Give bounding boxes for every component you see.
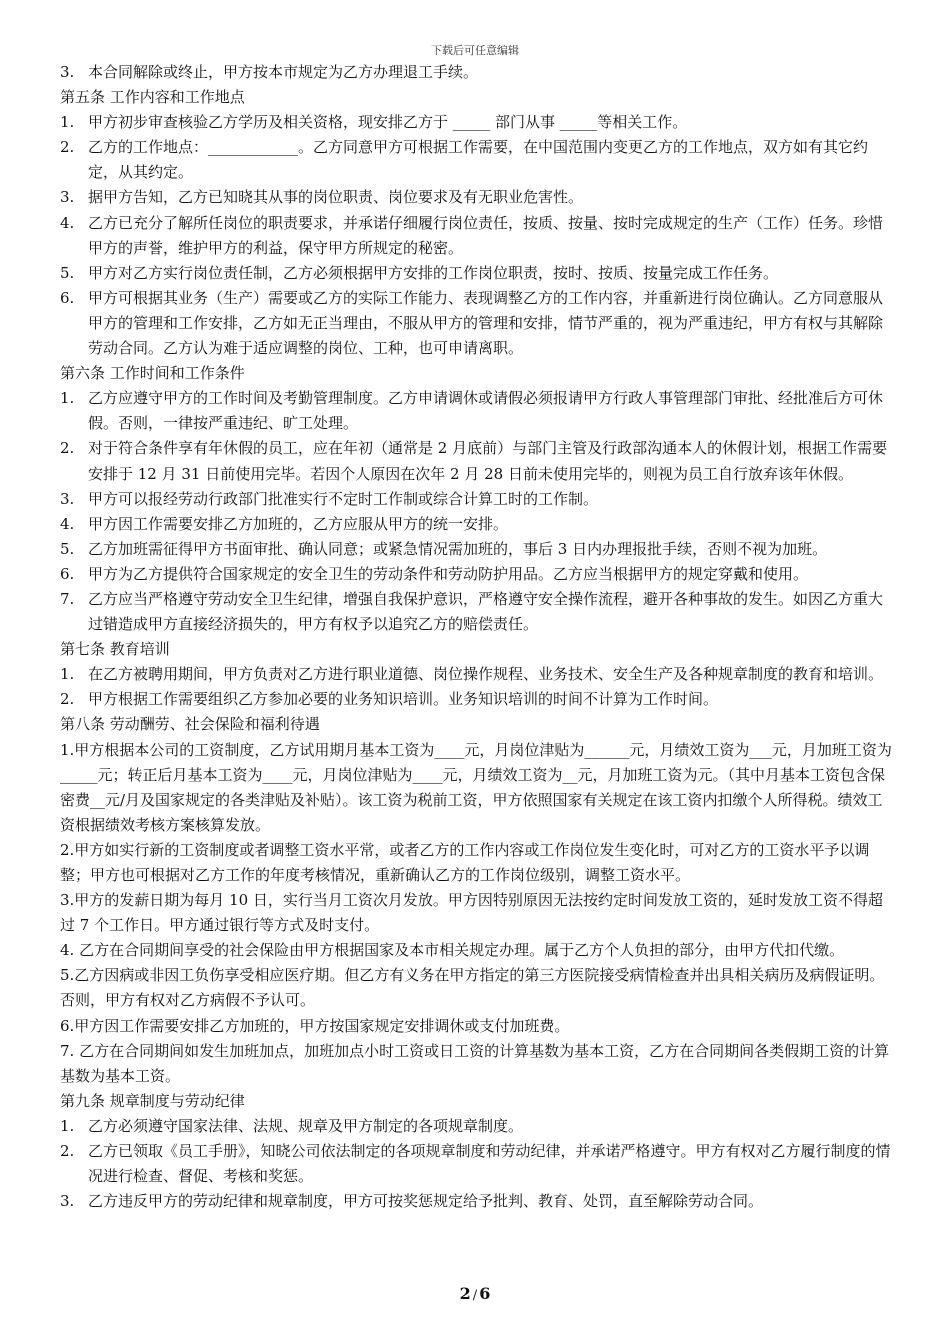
paragraph: 3.甲方的发薪日期为每月 10 日，实行当月工资次月发放。甲方因特别原因无法按约定时间发放工资的，延时发放工资不得超过 7 个工作日。甲方通过银行等方式及时支付。 bbox=[60, 891, 883, 935]
current-page: 2 bbox=[459, 1284, 471, 1303]
list-item-text: 甲方对乙方实行岗位责任制，乙方必须根据甲方安排的工作岗位职责，按时、按质、按量完成工作任务。 bbox=[88, 263, 779, 282]
list-item-text: 在乙方被聘用期间，甲方负责对乙方进行职业道德、岗位操作规程、业务技术、安全生产及各种规章制度的教育和培训。 bbox=[88, 665, 884, 684]
list-item bbox=[60, 286, 892, 361]
list-item-text: 乙方必须遵守国家法律、法规、规章及甲方制定的各项规章制度。 bbox=[88, 1116, 524, 1135]
list-item bbox=[60, 1189, 892, 1214]
list-item-text: 据甲方告知，乙方已知晓其从事的岗位职责、岗位要求及有无职业危害性。 bbox=[88, 188, 584, 207]
section-heading: 第八条 劳动酬劳、社会保险和福利待遇 bbox=[60, 715, 320, 734]
list-item-number: 2. bbox=[60, 690, 75, 709]
list-item bbox=[60, 135, 892, 185]
list-item bbox=[60, 487, 892, 512]
list-item bbox=[60, 60, 892, 85]
list-item bbox=[60, 386, 892, 436]
list-item-text: 对于符合条件享有年休假的员工，应在年初（通常是 2 月底前）与部门主管及行政部沟通本人的休假计划，根据工作需要安排于 12 月 31 日前使用完毕。若因个人原因在次年 2 月 28 日前未使用完毕的，则视为员工自行放弃该年休假。 bbox=[88, 439, 888, 483]
list-item-number: 3. bbox=[60, 63, 75, 81]
list-item-number: 3. bbox=[60, 188, 75, 207]
list-item bbox=[60, 1139, 892, 1189]
page-header: 下载后可任意编辑 bbox=[431, 44, 519, 57]
list-item bbox=[60, 1114, 892, 1139]
paragraph: 4. 乙方在合同期间享受的社会保险由甲方根据国家及本市相关规定办理。属于乙方个人负担的部分，由甲方代扣代缴。 bbox=[60, 941, 845, 960]
list-item-number: 3. bbox=[60, 1192, 75, 1211]
list-item-text: 甲方根据工作需要组织乙方参加必要的业务知识培训。业务知识培训的时间不计算为工作时间。 bbox=[88, 690, 719, 709]
list-item bbox=[60, 562, 892, 587]
paragraph: 1.甲方根据本公司的工资制度，乙方试用期月基本工资为____元，月岗位津贴为______元，月绩效工资为___元，月加班工资为_____元；转正后月基本工资为____元，月岗位津贴为____元，月绩效工资为__元，月加班工资为元。（其中月基本工资包含保密费__元/月及国家规定的各类津贴及补贴）。该工资为税前工资，甲方依照国家有关规定在该工资内扣缴个人所得税。绩效工资根据绩效考核方案核算发放。 bbox=[60, 740, 892, 834]
list-item bbox=[60, 687, 892, 712]
section-heading: 第五条 工作内容和工作地点 bbox=[60, 88, 245, 107]
list-item-text: 甲方可以报经劳动行政部门批准实行不定时工作制或综合计算工时的工作制。 bbox=[88, 489, 599, 508]
list-item-number: 1. bbox=[60, 1116, 75, 1135]
section-heading: 第九条 规章制度与劳动纪律 bbox=[60, 1091, 245, 1110]
list-item-text: 本合同解除或终止，甲方按本市规定为乙方办理退工手续。 bbox=[88, 63, 479, 81]
list-item-text: 乙方已充分了解所任岗位的职责要求，并承诺仔细履行岗位责任，按质、按量、按时完成规定的生产（工作）任务。珍惜甲方的声誉，维护甲方的利益，保守甲方所规定的秘密。 bbox=[88, 213, 884, 257]
list-item-text: 甲方可根据其业务（生产）需要或乙方的实际工作能力、表现调整乙方的工作内容，并重新进行岗位确认。乙方同意服从甲方的管理和工作安排，乙方如无正当理由，不服从甲方的管理和安排，情节严重的，视为严重违纪，甲方有权与其解除劳动合同。乙方认为难于适应调整的岗位、工种，也可申请离职。 bbox=[88, 288, 884, 358]
list-item-number: 6. bbox=[60, 564, 75, 583]
list-item-number: 5. bbox=[60, 539, 75, 558]
total-pages: 6 bbox=[479, 1284, 491, 1303]
list-item bbox=[60, 110, 892, 135]
list-item-text: 乙方加班需征得甲方书面审批、确认同意；或紧急情况需加班的，事后 3 日内办理报批手续，否则不视为加班。 bbox=[88, 539, 828, 558]
section-heading: 第六条 工作时间和工作条件 bbox=[60, 364, 245, 383]
list-item-text: 乙方应遵守甲方的工作时间及考勤管理制度。乙方申请调休或请假必须报请甲方行政人事管理部门审批、经批准后方可休假。否则，一律按严重违纪、旷工处理。 bbox=[88, 389, 884, 433]
paragraph: 7. 乙方在合同期间如发生加班加点，加班加点小时工资或日工资的计算基数为基本工资，乙方在合同期间各类假期工资的计算基数为基本工资。 bbox=[60, 1041, 890, 1085]
list-item-number: 4. bbox=[60, 213, 75, 232]
list-item bbox=[60, 537, 892, 562]
page-number bbox=[0, 1284, 950, 1303]
list-item-text: 乙方违反甲方的劳动纪律和规章制度，甲方可按奖惩规定给予批判、教育、处罚，直至解除劳动合同。 bbox=[88, 1192, 764, 1211]
list-item-number: 2. bbox=[60, 439, 75, 458]
paragraph: 6.甲方因工作需要安排乙方加班的，甲方按国家规定安排调休或支付加班费。 bbox=[60, 1016, 570, 1035]
list-item-text: 乙方应当严格遵守劳动安全卫生纪律，增强自我保护意识，严格遵守安全操作流程，避开各种事故的发生。如因乙方重大过错造成甲方直接经济损失的，甲方有权予以追究乙方的赔偿责任。 bbox=[88, 589, 884, 634]
list-item-text: 乙方的工作地点：____________。乙方同意甲方可根据工作需要，在中国范围内变更乙方的工作地点，双方如有其它约定，从其约定。 bbox=[88, 138, 869, 182]
list-item-text: 甲方因工作需要安排乙方加班的，乙方应服从甲方的统一安排。 bbox=[88, 514, 509, 533]
list-item-text: 甲方初步审查核验乙方学历及相关资格，现安排乙方于 _____ 部门从事 _____等相关工作。 bbox=[88, 113, 688, 132]
list-item bbox=[60, 261, 892, 286]
list-item-number: 3. bbox=[60, 489, 75, 508]
list-item bbox=[60, 662, 892, 687]
list-item bbox=[60, 436, 892, 486]
list-item-number: 1. bbox=[60, 389, 75, 408]
list-item-number: 7. bbox=[60, 589, 75, 608]
list-item bbox=[60, 587, 892, 637]
list-item-number: 2. bbox=[60, 1142, 75, 1161]
list-item-text: 乙方已领取《员工手册》，知晓公司依法制定的各项规章制度和劳动纪律，并承诺严格遵守。甲方有权对乙方履行制度的情况进行检查、督促、考核和奖惩。 bbox=[88, 1142, 891, 1186]
paragraph: 5.乙方因病或非因工负伤享受相应医疗期。但乙方有义务在甲方指定的第三方医院接受病情检查并出具相关病历及病假证明。否则，甲方有权对乙方病假不予认可。 bbox=[60, 966, 885, 1010]
list-item-number: 1. bbox=[60, 113, 75, 132]
list-item-number: 6. bbox=[60, 288, 75, 307]
list-item bbox=[60, 512, 892, 537]
list-item-number: 5. bbox=[60, 263, 75, 282]
list-item bbox=[60, 185, 892, 210]
list-item-number: 2. bbox=[60, 138, 75, 157]
paragraph: 2.甲方如实行新的工资制度或者调整工资水平常，或者乙方的工作内容或工作岗位发生变化时，可对乙方的工资水平予以调整；甲方也可根据对乙方工作的年度考核情况，重新确认乙方的工作岗位级别，调整工资水平。 bbox=[60, 840, 870, 884]
list-item bbox=[60, 211, 892, 261]
page-separator: / bbox=[472, 1288, 478, 1303]
section-heading: 第七条 教育培训 bbox=[60, 640, 170, 659]
list-item-number: 1. bbox=[60, 665, 75, 684]
list-item-text: 甲方为乙方提供符合国家规定的安全卫生的劳动条件和劳动防护用品。乙方应当根据甲方的规定穿戴和使用。 bbox=[88, 564, 809, 583]
document-body bbox=[60, 60, 892, 1214]
list-item-number: 4. bbox=[60, 514, 75, 533]
